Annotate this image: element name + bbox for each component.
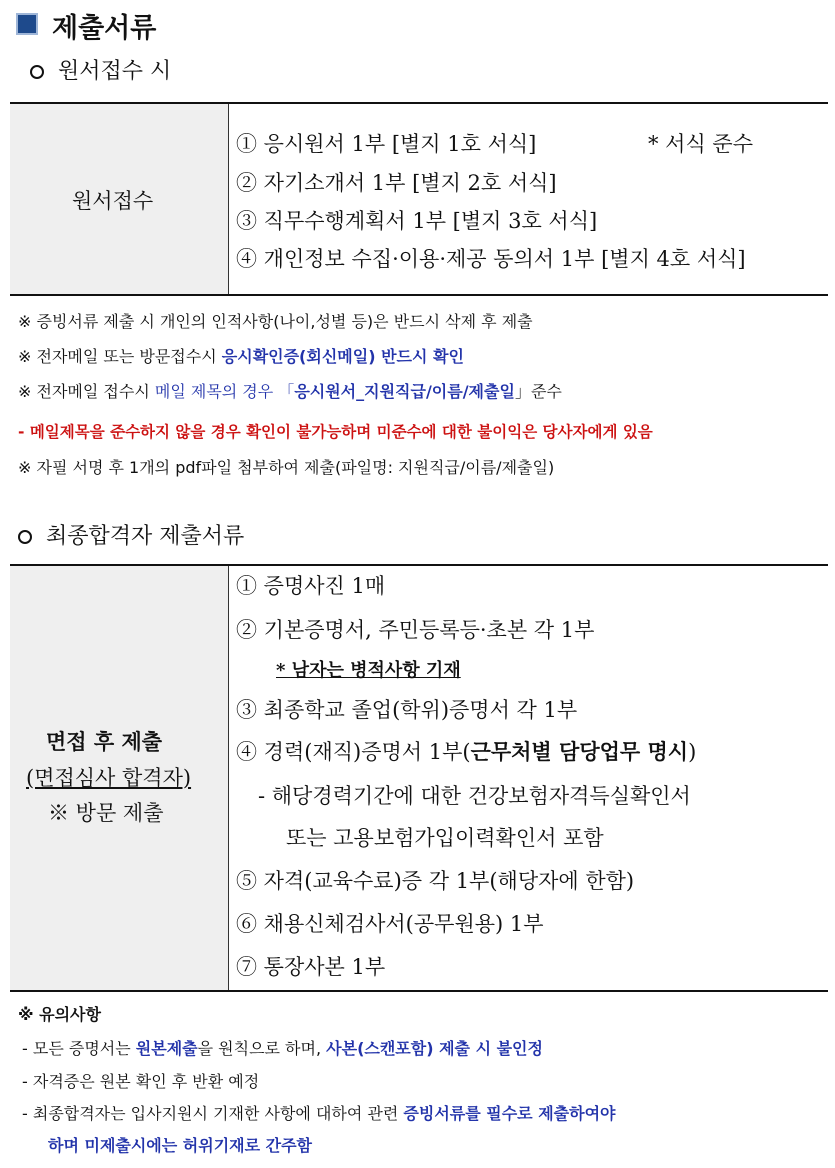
note-3: ※ 전자메일 접수시 메일 제목의 경우 「응시원서_지원직급/이름/제출일」준수 <box>18 382 562 401</box>
section2-item-3: ③ 최종학교 졸업(학위)증명서 각 1부 <box>236 698 578 722</box>
section1-item-3: ③ 직무수행계획서 1부 [별지 3호 서식] <box>236 209 598 233</box>
table1-top-border <box>10 102 828 104</box>
section1-heading: 원서접수 시 <box>30 54 171 85</box>
section2-item-7: ⑦ 통장사본 1부 <box>236 955 386 979</box>
section2-item-6: ⑥ 채용신체검사서(공무원용) 1부 <box>236 912 544 936</box>
table1-divider <box>228 104 229 294</box>
table1-bottom-border <box>10 294 828 296</box>
note-5: ※ 자필 서명 후 1개의 pdf파일 첨부하여 제출(파일명: 지원직급/이름/제출일) <box>18 458 555 477</box>
section2-label-sub: (면접심사 합격자) <box>26 766 192 790</box>
section2-item-2: ② 기본증명서, 주민등록등·초본 각 1부 <box>236 618 595 642</box>
table2-bottom-border <box>10 990 828 992</box>
section2-item-5: ⑤ 자격(교육수료)증 각 1부(해당자에 한함) <box>236 869 635 893</box>
note-4-warning: - 메일제목을 준수하지 않을 경우 확인이 불가능하며 미준수에 대한 불이익은 당사자에게 있음 <box>18 423 653 441</box>
caution-2: - 자격증은 원본 확인 후 반환 예정 <box>22 1072 260 1091</box>
military-note: * 남자는 병적사항 기재 <box>276 660 461 681</box>
mail-title-format: 응시원서_지원직급/이름/제출일 <box>294 382 515 401</box>
section2-item-1: ① 증명사진 1매 <box>236 574 386 598</box>
section2-label-visit: ※ 방문 제출 <box>48 801 164 825</box>
note-2-highlight: 응시확인증(회신메일) 반드시 확인 <box>221 347 464 366</box>
title-square-icon <box>16 13 38 35</box>
section2-label-main: 면접 후 제출 <box>46 729 163 754</box>
section2-heading: 최종합격자 제출서류 <box>18 519 244 550</box>
section1-item-1: ① 응시원서 1부 [별지 1호 서식] <box>236 132 537 156</box>
circle-bullet-icon <box>30 65 44 79</box>
section2-item-4-sub1: - 해당경력기간에 대한 건강보험자격득실확인서 <box>258 784 691 808</box>
section2-item-4-sub2: 또는 고용보험가입이력확인서 포함 <box>286 826 604 850</box>
note-2: ※ 전자메일 또는 방문접수시 응시확인증(회신메일) 반드시 확인 <box>18 347 464 366</box>
caution-title: ※ 유의사항 <box>18 1005 101 1024</box>
page-title: 제출서류 <box>52 13 157 44</box>
section1-label: 원서접수 <box>72 189 154 213</box>
table2-divider <box>228 566 229 990</box>
section1-item-2: ② 자기소개서 1부 [별지 2호 서식] <box>236 171 557 195</box>
table2-top-border <box>10 564 828 566</box>
section2-item-4: ④ 경력(재직)증명서 1부(근무처별 담당업무 명시) <box>236 739 697 764</box>
caution-3-line2: 하며 미제출시에는 허위기재로 간주함 <box>48 1136 313 1155</box>
caution-1: - 모든 증명서는 원본제출을 원칙으로 하며, 사본(스캔포함) 제출 시 불인정 <box>22 1039 543 1058</box>
format-note: * 서식 준수 <box>648 132 753 156</box>
caution-3: - 최종합격자는 입사지원시 기재한 사항에 대하여 관련 증빙서류를 필수로 제출하여야 <box>22 1104 616 1123</box>
note-1: ※ 증빙서류 제출 시 개인의 인적사항(나이,성별 등)은 반드시 삭제 후 제출 <box>18 312 533 331</box>
circle-bullet-icon <box>18 530 32 544</box>
section1-item-4: ④ 개인정보 수집·이용·제공 동의서 1부 [별지 4호 서식] <box>236 247 746 271</box>
